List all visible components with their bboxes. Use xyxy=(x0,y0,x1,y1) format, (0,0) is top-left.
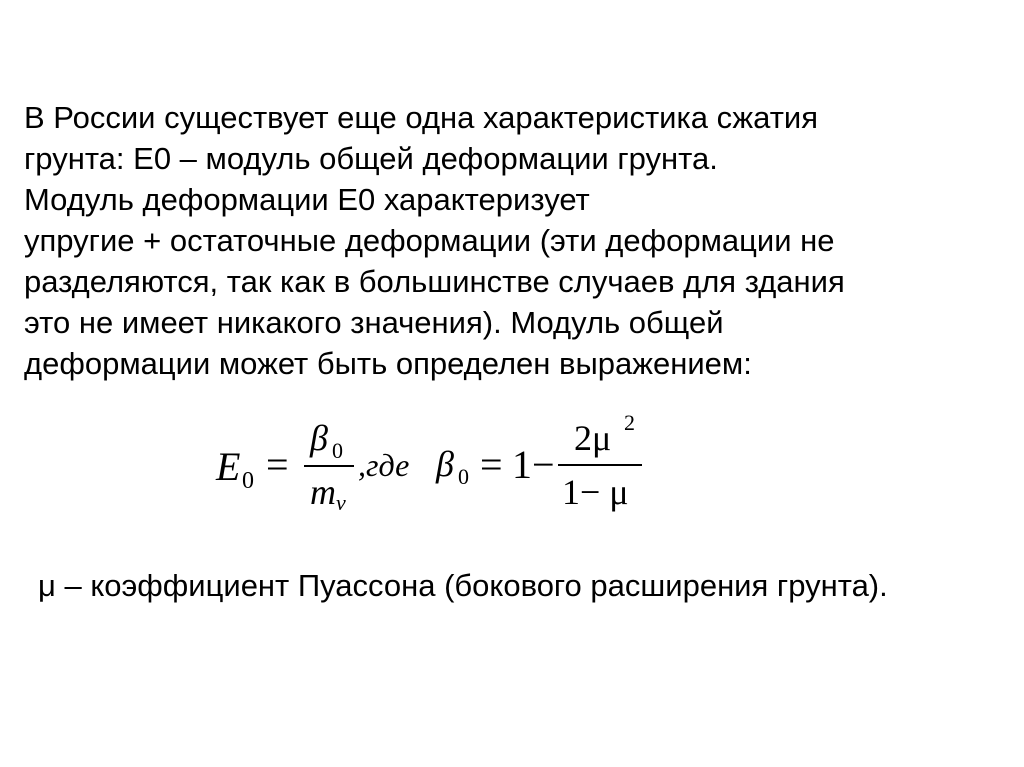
formula-numerator-symbol: β xyxy=(310,418,328,458)
paragraph-line: Модуль деформации Е0 характеризует xyxy=(24,182,590,217)
paragraph-line: грунта: Е0 – модуль общей деформации грунта. xyxy=(24,141,718,176)
paragraph-line: деформации может быть определен выражением: xyxy=(24,346,752,381)
formula-svg xyxy=(212,410,652,520)
deformation-modulus-formula xyxy=(212,410,652,520)
formula-denominator-symbol: m xyxy=(310,472,336,512)
formula-lhs-subscript: 0 xyxy=(242,468,254,494)
paragraph-line: упругие + остаточные деформации (эти деформации не xyxy=(24,223,835,258)
formula-frac2-numerator: 2μ xyxy=(574,418,612,458)
formula-equals-2: = xyxy=(480,442,503,487)
formula-denominator-subscript: v xyxy=(336,490,346,515)
paragraph-line: разделяются, так как в большинстве случаев для здания xyxy=(24,264,845,299)
formula-frac2-denominator: 1− μ xyxy=(562,472,629,512)
paragraph-line: это не имеет никакого значения). Модуль общей xyxy=(24,305,724,340)
poisson-ratio-footnote: μ – коэффициент Пуассона (бокового расширения грунта). xyxy=(38,568,888,603)
formula-beta-symbol: β xyxy=(436,444,454,484)
paragraph-line: В России существует еще одна характеристика сжатия xyxy=(24,100,819,135)
formula-beta-subscript: 0 xyxy=(458,464,469,489)
formula-separator: ,где xyxy=(358,447,410,483)
formula-one-minus: 1− xyxy=(512,442,555,487)
formula-frac2-numerator-power: 2 xyxy=(624,410,635,435)
formula-lhs-symbol: E xyxy=(216,444,241,489)
formula-numerator-subscript: 0 xyxy=(332,438,343,463)
formula-equals: = xyxy=(266,442,289,487)
